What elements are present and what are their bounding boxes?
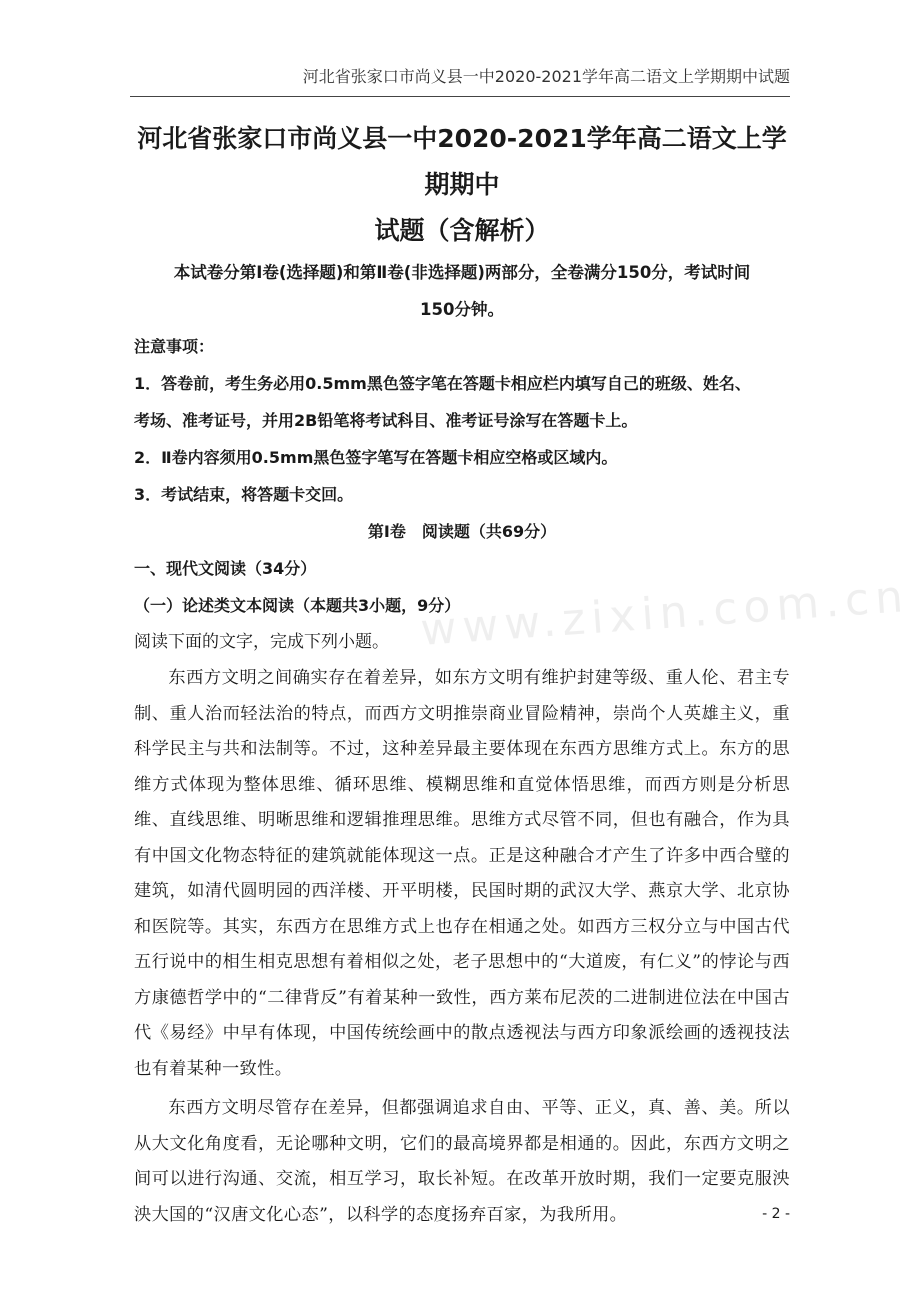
intro-line-1: 本试卷分第Ⅰ卷(选择题)和第Ⅱ卷(非选择题)两部分，全卷满分150分，考试时间 xyxy=(173,263,751,282)
watermark: www.zixin.com.cn xyxy=(418,570,911,657)
notice-item-2: 2．Ⅱ卷内容须用0.5mm黑色签字笔写在答题卡相应空格或区域内。 xyxy=(134,448,618,467)
subsection-heading: （一）论述类文本阅读（本题共3小题，9分） xyxy=(134,596,461,615)
exam-intro xyxy=(134,254,790,328)
passage-paragraph-2: 东西方文明尽管存在差异，但都强调追求自由、平等、正义，真、善、美。所以从大文化角度看，无论哪种文明，它们的最高境界都是相通的。因此，东西方文明之间可以进行沟通、交流，相互学习，取长补短。在改革开放时期，我们一定要克服泱泱大国的“汉唐文化心态”，以科学的态度扬弃百家，为我所用。 xyxy=(134,1098,790,1225)
reading-instruction: 阅读下面的文字，完成下列小题。 xyxy=(134,632,389,652)
part-heading: 第Ⅰ卷 阅读题（共69分） xyxy=(367,522,557,541)
notice-item-1-line-1: 1．答卷前，考生务必用0.5mm黑色签字笔在答题卡相应栏内填写自己的班级、姓名、 xyxy=(134,374,751,393)
page-number: - 2 - xyxy=(762,1206,790,1222)
intro-line-2: 150分钟。 xyxy=(420,300,504,319)
document-title xyxy=(134,116,790,254)
notice-item-1-line-2: 考场、准考证号，并用2B铅笔将考试科目、准考证号涂写在答题卡上。 xyxy=(134,411,638,430)
passage-paragraph-1: 东西方文明之间确实存在着差异，如东方文明有维护封建等级、重人伦、君主专制、重人治而轻法治的特点，而西方文明推崇商业冒险精神，崇尚个人英雄主义，重科学民主与共和法制等。不过，这种差异最主要体现在东西方思维方式上。东方的思维方式体现为整体思维、循环思维、模糊思维和直觉体悟思维，而西方则是分析思维、直线思维、明晰思维和逻辑推理思维。思维方式尽管不同，但也有融合，作为具有中国文化物态特征的建筑就能体现这一点。正是这种融合才产生了许多中西合璧的建筑，如清代圆明园的西洋楼、开平明楼，民国时期的武汉大学、燕京大学、北京协和医院等。其实，东西方在思维方式上也存在相通之处。如西方三权分立与中国古代五行说中的相生相克思想有着相似之处，老子思想中的“大道废，有仁义”的悖论与西方康德哲学中的“二律背反”有着某种一致性，西方莱布尼茨的二进制进位法在中国古代《易经》中早有体现，中国传统绘画中的散点透视法与西方印象派绘画的透视技法也有着某种一致性。 xyxy=(134,668,790,1079)
document-body xyxy=(134,116,790,1233)
running-header: 河北省张家口市尚义县一中2020-2021学年高二语文上学期期中试题 xyxy=(302,67,790,86)
header-divider xyxy=(130,96,790,97)
notice-item-3: 3．考试结束，将答题卡交回。 xyxy=(134,485,354,504)
title-line-2: 试题（含解析） xyxy=(374,216,550,245)
title-line-1: 河北省张家口市尚义县一中2020-2021学年高二语文上学期期中 xyxy=(137,124,787,199)
notice-heading: 注意事项： xyxy=(134,337,215,356)
notice-section xyxy=(134,328,790,513)
section-heading: 一、现代文阅读（34分） xyxy=(134,559,317,578)
